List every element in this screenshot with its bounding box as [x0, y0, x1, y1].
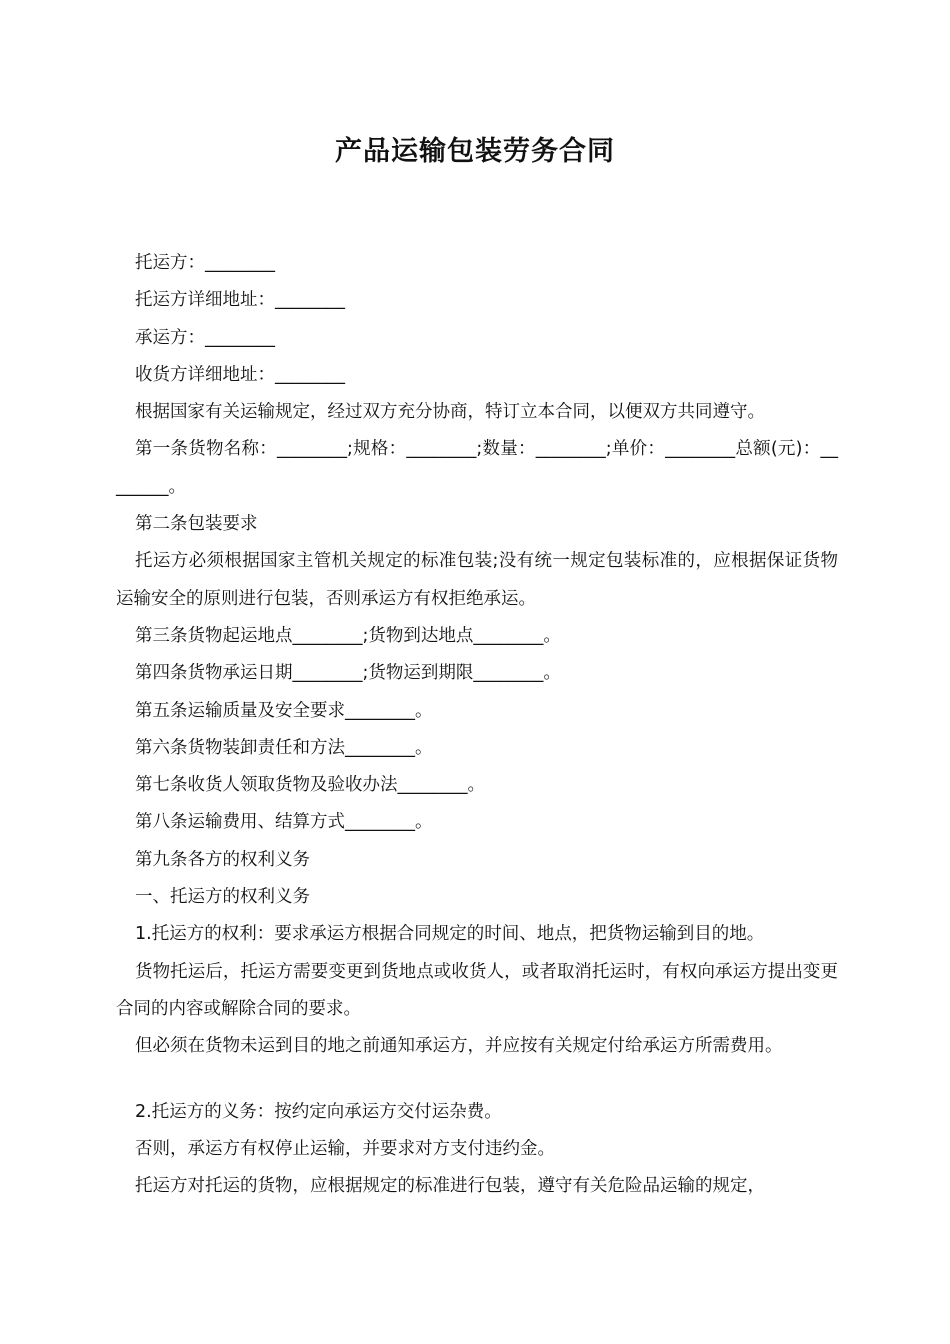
- paragraph: 一、托运方的权利义务: [135, 887, 310, 908]
- paragraph: 托运方详细地址：________: [135, 290, 345, 311]
- paragraph: 第二条包装要求: [135, 514, 258, 535]
- paragraph-gap: [116, 1066, 838, 1094]
- document-body: [116, 245, 838, 1205]
- paragraph: 第一条货物名称：________;规格：________;数量：________;单价：________总额(元)：________。: [116, 439, 838, 497]
- paragraph: 第八条运输费用、结算方式________。: [135, 812, 433, 833]
- paragraph: 第四条货物承运日期________;货物运到期限________。: [135, 663, 561, 684]
- paragraph: 收货方详细地址：________: [135, 364, 345, 385]
- paragraph: 1.托运方的权利：要求承运方根据合同规定的时间、地点，把货物运输到目的地。: [135, 924, 765, 945]
- paragraph: 托运方：________: [135, 253, 275, 273]
- paragraph: 托运方必须根据国家主管机关规定的标准包装;没有统一规定包装标准的，应根据保证货物运输安全的原则进行包装，否则承运方有权拒绝承运。: [116, 551, 838, 609]
- paragraph: 托运方对托运的货物，应根据规定的标准进行包装，遵守有关危险品运输的规定，: [135, 1176, 765, 1197]
- paragraph: 第七条收货人领取货物及验收办法________。: [135, 775, 485, 796]
- document-title: 产品运输包装劳务合同: [335, 136, 615, 167]
- paragraph: 第五条运输质量及安全要求________。: [135, 700, 433, 721]
- paragraph: 承运方：________: [135, 327, 275, 348]
- paragraph: 第九条各方的权利义务: [135, 849, 310, 870]
- paragraph: 第三条货物起运地点________;货物到达地点________。: [135, 625, 561, 646]
- paragraph: 根据国家有关运输规定，经过双方充分协商，特订立本合同，以便双方共同遵守。: [135, 402, 765, 423]
- paragraph: 否则，承运方有权停止运输，并要求对方支付违约金。: [135, 1138, 555, 1159]
- paragraph: 2.托运方的义务：按约定向承运方交付运杂费。: [135, 1101, 502, 1122]
- paragraph: 第六条货物装卸责任和方法________。: [135, 737, 433, 758]
- paragraph: 但必须在货物未运到目的地之前通知承运方，并应按有关规定付给承运方所需费用。: [135, 1036, 783, 1057]
- paragraph: 货物托运后，托运方需要变更到货地点或收货人，或者取消托运时，有权向承运方提出变更合同的内容或解除合同的要求。: [116, 961, 838, 1019]
